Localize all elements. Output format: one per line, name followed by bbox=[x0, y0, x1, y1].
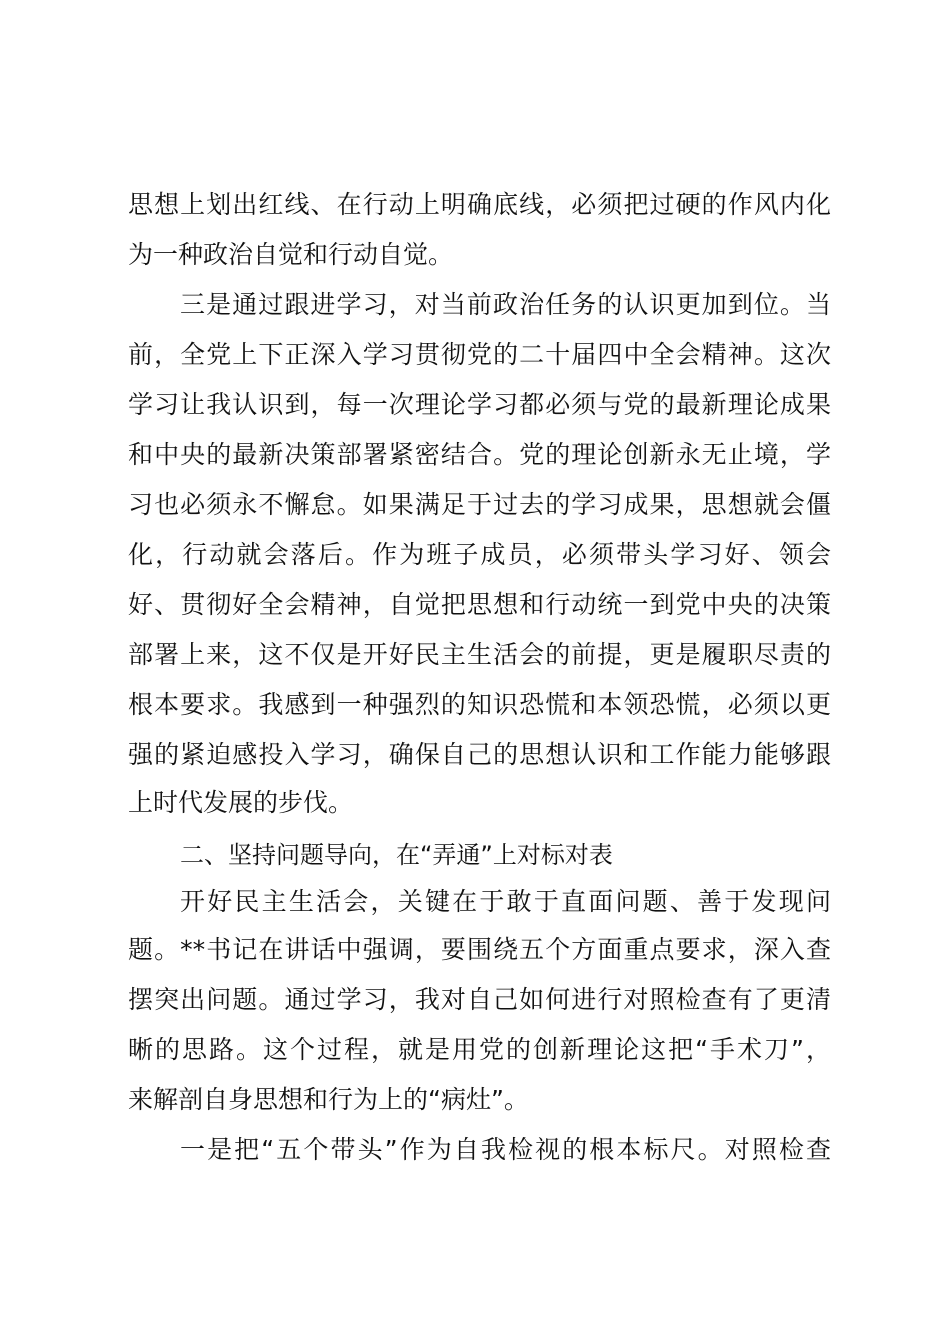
paragraph-start-line: 三是通过跟进学习，对当前政治任务的认识更加到位。当 bbox=[180, 290, 831, 319]
paragraph-start-line: 开好民主生活会，关键在于敢于直面问题、善于发现问 bbox=[180, 887, 831, 916]
text-line: 部署上来，这不仅是开好民主生活会的前提，更是履职尽责的 bbox=[128, 640, 831, 669]
text-line: 晰的思路。这个过程，就是用党的创新理论这把“手术刀”， bbox=[128, 1035, 831, 1064]
text-line: 化，行动就会落后。作为班子成员，必须带头学习好、领会 bbox=[128, 540, 831, 569]
text-line: 摆突出问题。通过学习，我对自己如何进行对照检查有了更清 bbox=[128, 985, 831, 1014]
paragraph-start-line: 一是把“五个带头”作为自我检视的根本标尺。对照检查 bbox=[180, 1135, 831, 1164]
text-line: 好、贯彻好全会精神，自觉把思想和行动统一到党中央的决策 bbox=[128, 590, 831, 619]
text-line: 思想上划出红线、在行动上明确底线，必须把过硬的作风内化 bbox=[128, 190, 831, 219]
section-heading: 二、坚持问题导向，在“弄通”上对标对表 bbox=[180, 841, 613, 869]
text-line: 上时代发展的步伐。 bbox=[128, 788, 354, 817]
text-line: 强的紧迫感投入学习，确保自己的思想认识和工作能力能够跟 bbox=[128, 740, 831, 769]
text-line: 前，全党上下正深入学习贯彻党的二十届四中全会精神。这次 bbox=[128, 340, 831, 369]
text-line: 来解剖自身思想和行为上的“病灶”。 bbox=[128, 1085, 529, 1114]
text-line: 和中央的最新决策部署紧密结合。党的理论创新永无止境，学 bbox=[128, 440, 831, 469]
text-line: 为一种政治自觉和行动自觉。 bbox=[128, 240, 454, 269]
text-line: 学习让我认识到，每一次理论学习都必须与党的最新理论成果 bbox=[128, 390, 831, 419]
text-line: 题。**书记在讲话中强调，要围绕五个方面重点要求，深入查 bbox=[128, 935, 831, 964]
text-line: 习也必须永不懈怠。如果满足于过去的学习成果，思想就会僵 bbox=[128, 490, 831, 519]
text-line: 根本要求。我感到一种强烈的知识恐慌和本领恐慌，必须以更 bbox=[128, 690, 831, 719]
